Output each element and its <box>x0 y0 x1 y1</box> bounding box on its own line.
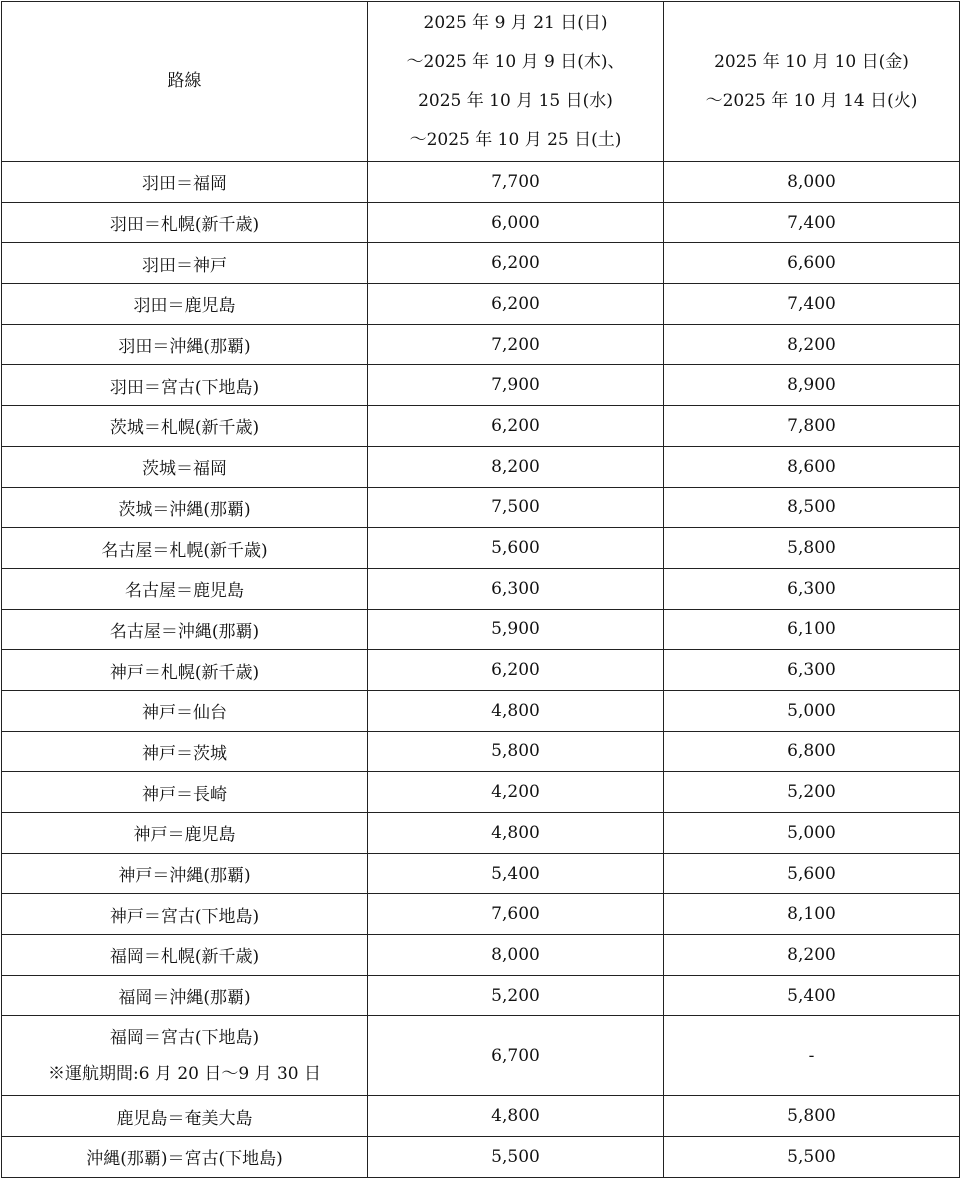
fare-period-2-cell: 8,900 <box>664 365 960 406</box>
fare-period-2-cell: 5,400 <box>664 975 960 1016</box>
fare-period-1-cell: 6,200 <box>368 284 664 325</box>
fare-period-1-cell: 7,700 <box>368 162 664 203</box>
route-cell: 神戸＝仙台 <box>2 690 368 731</box>
route-cell: 神戸＝茨城 <box>2 731 368 772</box>
fare-period-2-cell: 8,200 <box>664 324 960 365</box>
fare-period-2-cell: 5,600 <box>664 853 960 894</box>
header-period-2-line: 2025 年 10 月 10 日(金) <box>714 51 909 72</box>
fare-period-2-cell: - <box>664 1016 960 1096</box>
route-cell: 神戸＝宮古(下地島) <box>2 894 368 935</box>
route-cell: 名古屋＝沖縄(那覇) <box>2 609 368 650</box>
route-cell <box>2 1016 368 1096</box>
header-period-1-line: ～2025 年 10 月 9 日(木)、 <box>406 51 625 72</box>
table-row <box>2 487 960 528</box>
route-cell: 神戸＝鹿児島 <box>2 813 368 854</box>
route-cell: 羽田＝札幌(新千歳) <box>2 202 368 243</box>
fare-period-1-cell: 6,200 <box>368 650 664 691</box>
fare-period-2-cell: 8,000 <box>664 162 960 203</box>
route-cell: 羽田＝宮古(下地島) <box>2 365 368 406</box>
route-cell: 神戸＝長崎 <box>2 772 368 813</box>
table-row <box>2 935 960 976</box>
fare-period-1-cell: 5,200 <box>368 975 664 1016</box>
fare-period-2-cell: 6,300 <box>664 568 960 609</box>
fare-period-1-cell: 4,800 <box>368 813 664 854</box>
fare-period-2-cell: 6,100 <box>664 609 960 650</box>
table-row <box>2 324 960 365</box>
table-row <box>2 650 960 691</box>
fare-period-1-cell: 5,500 <box>368 1137 664 1178</box>
table-row <box>2 162 960 203</box>
table-row <box>2 1096 960 1137</box>
route-cell: 名古屋＝札幌(新千歳) <box>2 528 368 569</box>
fare-period-2-cell: 5,200 <box>664 772 960 813</box>
route-cell: 茨城＝福岡 <box>2 446 368 487</box>
fare-period-2-cell: 6,600 <box>664 243 960 284</box>
route-cell: 茨城＝沖縄(那覇) <box>2 487 368 528</box>
header-period-1 <box>368 2 664 162</box>
fare-period-1-cell: 7,900 <box>368 365 664 406</box>
fare-period-1-cell: 5,800 <box>368 731 664 772</box>
fare-period-2-cell: 6,300 <box>664 650 960 691</box>
header-period-1-line: 2025 年 10 月 15 日(水) <box>418 90 613 111</box>
fare-period-1-cell: 5,900 <box>368 609 664 650</box>
table-row <box>2 690 960 731</box>
fare-period-2-cell: 7,400 <box>664 202 960 243</box>
route-cell: 名古屋＝鹿児島 <box>2 568 368 609</box>
fare-period-2-cell: 5,000 <box>664 690 960 731</box>
table-row <box>2 609 960 650</box>
route-cell: 福岡＝札幌(新千歳) <box>2 935 368 976</box>
route-cell: 福岡＝沖縄(那覇) <box>2 975 368 1016</box>
table-row <box>2 284 960 325</box>
fare-period-1-cell: 7,200 <box>368 324 664 365</box>
fare-period-1-cell: 7,500 <box>368 487 664 528</box>
header-period-2-line: ～2025 年 10 月 14 日(火) <box>705 90 918 111</box>
route-cell: 鹿児島＝奄美大島 <box>2 1096 368 1137</box>
route-cell: 羽田＝福岡 <box>2 162 368 203</box>
route-cell: 茨城＝札幌(新千歳) <box>2 406 368 447</box>
table-row <box>2 568 960 609</box>
operation-period-note: ※運航期間:6 月 20 日～9 月 30 日 <box>47 1063 322 1084</box>
fare-table <box>1 1 960 1178</box>
fare-period-2-cell: 5,500 <box>664 1137 960 1178</box>
fare-period-2-cell: 8,200 <box>664 935 960 976</box>
fare-period-2-cell: 8,600 <box>664 446 960 487</box>
fare-period-1-cell: 6,000 <box>368 202 664 243</box>
fare-period-2-cell: 7,400 <box>664 284 960 325</box>
table-row <box>2 853 960 894</box>
fare-period-1-cell: 4,800 <box>368 1096 664 1137</box>
route-cell: 羽田＝鹿児島 <box>2 284 368 325</box>
table-row <box>2 243 960 284</box>
table-row <box>2 528 960 569</box>
header-route-label: 路線 <box>167 71 202 91</box>
fare-period-1-cell: 4,200 <box>368 772 664 813</box>
route-name: 福岡＝宮古(下地島) <box>109 1027 260 1048</box>
fare-period-2-cell: 8,100 <box>664 894 960 935</box>
route-cell: 沖縄(那覇)＝宮古(下地島) <box>2 1137 368 1178</box>
header-route <box>2 2 368 162</box>
header-period-2 <box>664 2 960 162</box>
fare-period-1-cell: 6,200 <box>368 406 664 447</box>
route-cell: 神戸＝沖縄(那覇) <box>2 853 368 894</box>
fare-period-1-cell: 5,400 <box>368 853 664 894</box>
table-row <box>2 975 960 1016</box>
table-row <box>2 813 960 854</box>
fare-period-2-cell: 8,500 <box>664 487 960 528</box>
fare-table-body <box>2 162 960 1178</box>
route-cell: 神戸＝札幌(新千歳) <box>2 650 368 691</box>
fare-period-2-cell: 5,000 <box>664 813 960 854</box>
table-row <box>2 731 960 772</box>
route-cell: 羽田＝神戸 <box>2 243 368 284</box>
table-row <box>2 1016 960 1096</box>
header-period-1-line: ～2025 年 10 月 25 日(土) <box>409 129 622 150</box>
fare-table-header <box>2 2 960 162</box>
fare-period-2-cell: 7,800 <box>664 406 960 447</box>
fare-period-1-cell: 6,700 <box>368 1016 664 1096</box>
table-row <box>2 406 960 447</box>
fare-period-1-cell: 8,000 <box>368 935 664 976</box>
fare-period-2-cell: 6,800 <box>664 731 960 772</box>
table-row <box>2 202 960 243</box>
fare-period-2-cell: 5,800 <box>664 1096 960 1137</box>
fare-period-2-cell: 5,800 <box>664 528 960 569</box>
fare-period-1-cell: 6,300 <box>368 568 664 609</box>
table-row <box>2 446 960 487</box>
fare-period-1-cell: 7,600 <box>368 894 664 935</box>
table-row <box>2 894 960 935</box>
route-cell: 羽田＝沖縄(那覇) <box>2 324 368 365</box>
fare-period-1-cell: 4,800 <box>368 690 664 731</box>
header-period-1-line: 2025 年 9 月 21 日(日) <box>423 12 608 33</box>
table-row <box>2 772 960 813</box>
table-row <box>2 365 960 406</box>
fare-period-1-cell: 5,600 <box>368 528 664 569</box>
fare-period-1-cell: 6,200 <box>368 243 664 284</box>
table-row <box>2 1137 960 1178</box>
fare-period-1-cell: 8,200 <box>368 446 664 487</box>
